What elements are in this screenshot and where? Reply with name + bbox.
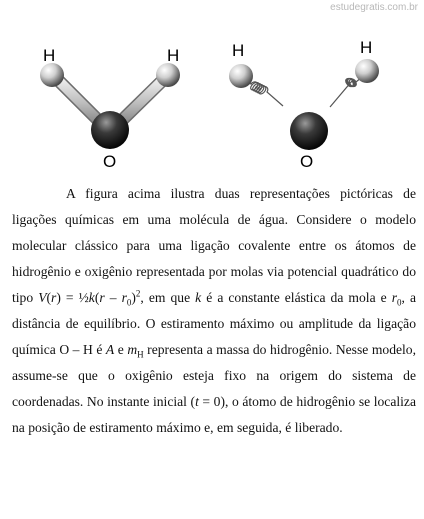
hydrogen-atom — [40, 63, 64, 87]
h-label-right: H — [167, 46, 180, 65]
h-label-left: H — [232, 41, 245, 60]
question-paragraph: A figura acima ilustra duas representações pictóricas de ligações químicas em uma molécula de água. Considere o modelo molecular clássico para uma ligação covalente entre os átomos de hidrogênio e oxigênio representada por molas via potencial quadrático do tipo V(r) = ½k(r – $r_0)^2$, em que k é a constante elástica da mola e $r_0$, a distância de equilíbrio. O estiramento máximo ou amplitude da ligação química O – H é A e $m_H$ representa a massa do hidrogênio. Nesse modelo, assume-se que o oxigênio esteja fixo na origem do sistema de coordenadas. No instante inicial (t = 0), o átomo de hidrogênio se localiza na posição de estiramento máximo e, em seguida, é liberado. — [12, 186, 417, 435]
oxygen-atom — [290, 112, 328, 150]
watermark: estudegratis.com.br — [330, 2, 418, 13]
spring-bond-2 — [330, 77, 362, 107]
hydrogen-atom — [355, 59, 379, 83]
hydrogen-atom — [229, 64, 253, 88]
h-label-right: H — [360, 38, 373, 57]
spring-molecule — [229, 38, 379, 171]
o-label: O — [103, 152, 117, 171]
hydrogen-atom — [156, 63, 180, 87]
question-text — [12, 181, 416, 441]
oxygen-atom — [91, 111, 129, 149]
o-label: O — [300, 152, 314, 171]
rigid-molecule — [40, 46, 180, 171]
h-label-left: H — [43, 46, 56, 65]
water-molecule-figure — [0, 0, 424, 180]
spring-bond-1 — [248, 82, 283, 106]
